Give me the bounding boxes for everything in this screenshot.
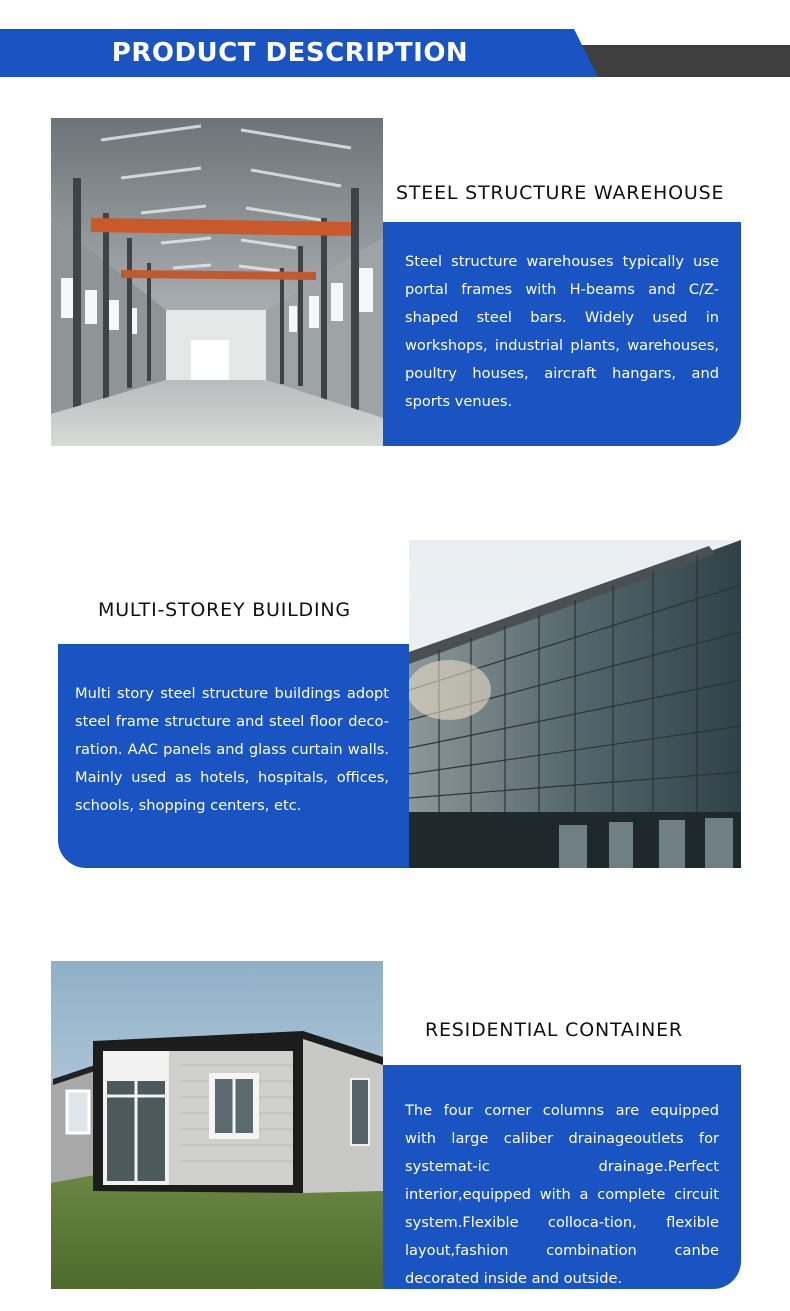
description-card-warehouse bbox=[383, 222, 741, 446]
header-banner-dark-stripe bbox=[576, 45, 790, 77]
description-text-multi-storey: Multi story steel structure buildings adopt steel frame structure and steel floor deco-ration. AAC panels and glass curtain walls. Mainly used as hotels, hospitals, offices, schools, shopping centers, etc. bbox=[75, 685, 389, 814]
section-title-multi-storey: MULTI-STOREY BUILDING bbox=[98, 599, 351, 621]
description-card-multi-storey bbox=[58, 644, 410, 868]
section-title-residential-container: RESIDENTIAL CONTAINER bbox=[425, 1019, 683, 1041]
container-house-photo bbox=[51, 961, 383, 1289]
glass-building-photo bbox=[409, 540, 741, 868]
description-text-warehouse: Steel structure warehouses typically use portal frames with H-beams and C/Z-shaped steel bars. Widely used in workshops, industrial plants, warehouses, poultry houses, aircraft hangars, and sports venues. bbox=[405, 253, 719, 410]
description-card-residential-container bbox=[383, 1065, 741, 1289]
description-text-residential-container: The four corner columns are equipped with large caliber drainageoutlets for systemat-ic drainage.Perfect interior,equipped with a complete circuit system.Flexible colloca-tion, flexible layout,fashion combination canbe decorated inside and outside. bbox=[405, 1102, 719, 1287]
section-title-warehouse: STEEL STRUCTURE WAREHOUSE bbox=[396, 182, 725, 204]
page-title: PRODUCT DESCRIPTION bbox=[111, 38, 469, 68]
warehouse-photo bbox=[51, 118, 383, 446]
